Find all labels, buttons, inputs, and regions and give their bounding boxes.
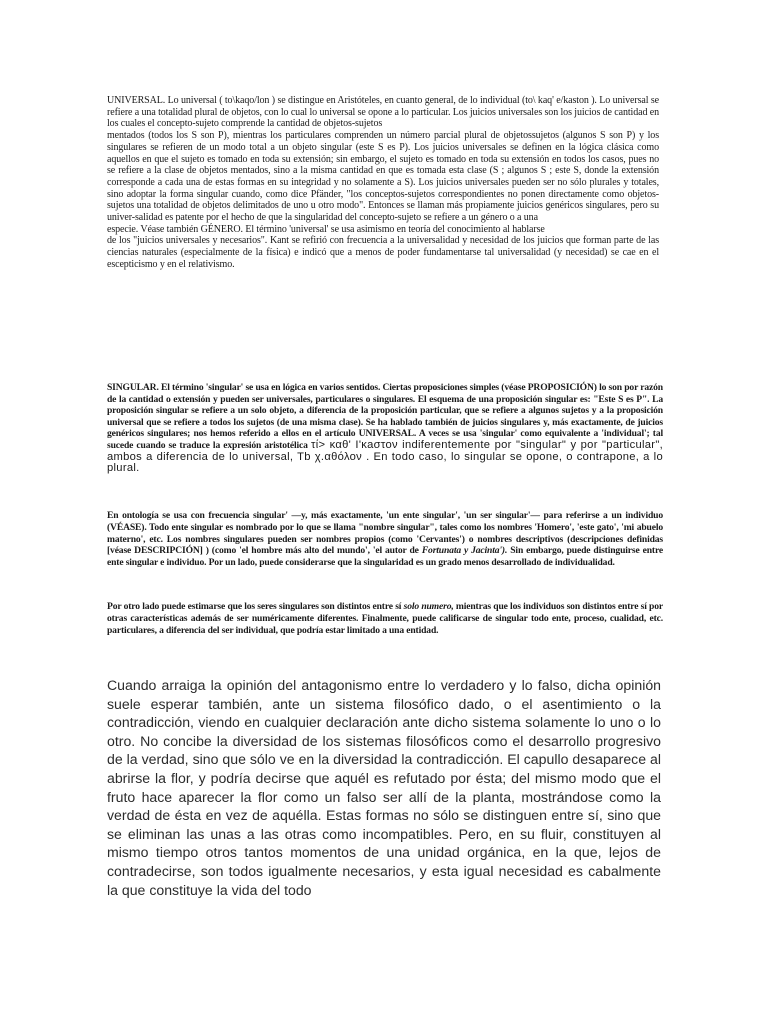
universal-paragraph-3 xyxy=(107,224,659,236)
capullo-paragraph xyxy=(107,676,661,899)
universal-text-4: de los "juicios universales y necesarios". Kant se refirió con frecuencia a la universalidad y necesidad de los juicios que forman parte de las ciencias naturales (especialmente de la física) e indicó que a menos de poder fundamentarse tal universalidad (y necesidad) se cae en el escepticismo y en el relativismo. xyxy=(107,235,659,270)
otro-lado-italic: solo numero, xyxy=(403,601,454,612)
universal-paragraph-4 xyxy=(107,235,659,270)
ontologia-italic: Fortunata y Jacinta'). xyxy=(421,545,508,557)
ontologia-text-2: Sin embargo, puede distinguirse entre ente singular e individuo. Por un lado, puede considerarse que la singularidad es un grado menos desarrollado de individualidad. xyxy=(107,545,663,569)
universal-text-3: especie. Véase también GÉNERO. El término 'universal' se usa asimismo en teoría del conocimiento al hablarse xyxy=(107,223,545,235)
singular-entry xyxy=(107,382,663,475)
ontologia-paragraph xyxy=(107,510,663,569)
singular-text-greek: τί> καθ' I'κaστον indiferentemente por "singular" y por "particular", ambos a diferencia de lo universal, Tb χ.αθόλον . En todo caso, lo singular se opone, o contrapone, a lo plural. xyxy=(107,438,663,475)
universal-entry xyxy=(107,95,659,271)
capullo-text: Cuando arraiga la opinión del antagonismo entre lo verdadero y lo falso, dicha opinión suele esperar también, ante un sistema filosófico dado, o el asentimiento o la contradicción, viendo en cualquier declaración ante dicho sistema solamente lo uno o lo otro. No concibe la diversidad de los sistemas filosóficos como el desarrollo progresivo de la verdad, sino que sólo ve en la diversidad la contradicción. El capullo desaparece al abrirse la flor, y podría decirse que aquél es refutado por ésta; del mismo modo que el fruto hace aparecer la flor como un falso ser allí de la planta, mostrándose como la verdad de ésta en vez de aquélla. Estas formas no sólo se distinguen entre sí, sino que se eliminan las unas a las otras como incompatibles. Pero, en su fluir, constituyen al mismo tiempo otros tantos momentos de una unidad orgánica, en la que, lejos de contradecirse, son todos igualmente necesarios, y esta igual necesidad es cabalmente la que constituye la vida del todo xyxy=(107,677,661,898)
otro-lado-text-2: mientras que los individuos son distintos entre sí por otras características además de ser numéricamente diferentes. Finalmente, puede calificarse de singular todo ente, proceso, cualidad, etc. particulares, a diferencia del ser individual, que podría estar limitado a una entidad. xyxy=(107,601,663,636)
universal-heading: UNIVERSAL. xyxy=(107,95,166,106)
universal-paragraph-1 xyxy=(107,95,659,130)
universal-paragraph-2 xyxy=(107,130,659,224)
singular-text-1: El término 'singular' se usa en lógica en varios sentidos. Ciertas proposiciones simples (véase PROPOSICIÓN) lo son por razón de la cantidad o extensión y pueden ser universales, particulares o singulares. El esquema de una proposición singular es: "Este S es P". La proposición singular se refiere a un solo objeto, a diferencia de la proposición particular, que se refiere a algunos sujetos y a la proposición universal que se refiere a todos los sujetos (de una misma clase). Se ha hablado también de juicios singulares y, más exactamente, de juicios genéricos singulares; nos hemos referido a ellos en el artículo UNIVERSAL. A veces se usa 'singular' como equivalente a 'individual'; tal sucede cuando se traduce la expresión aristotélica xyxy=(107,382,663,451)
ontologia-text-1: En ontología se usa con frecuencia singular' —y, más exactamente, 'un ente singular', 'un ser singular'— para referirse a un individuo (VÉASE). Todo ente singular es nombrado por lo que se llama "nombre singular", tales como los nombres 'Homero', 'este gato', 'mi abuelo materno', etc. Los nombres singulares pueden ser nombres propios (como 'Cervantes') o nombres descriptivos (descripciones definidas [véase DESCRIPCIÓN] ) (como 'el hombre más alto del mundo', 'el autor de xyxy=(107,510,663,557)
universal-text-2: mentados (todos los S son P), mientras los particulares comprenden un número parcial plural de objetossujetos (algunos S son P) y los singulares se refieren de un modo total a un objeto singular (este S es P). Los juicios universales se definen en la lógica clásica como aquellos en que el sujeto es tomado en toda su extensión; sin embargo, el sujeto es tomado en toda su extensión en todos los casos, pues no se refiere a la clase de objetos mentados, sino a la misma cantidad en que es tomada esta clase (S ; algunos S ; este S, donde la extensión corresponde a cada una de estas formas en su integridad y no solamente a S). Los juicios universales pueden ser no sólo plurales y totales, sino adoptar la forma singular cuando, como dice Pfänder, "los conceptos-sujetos correspondientes no ponen directamente como objetos-sujetos una totalidad de objetos delimitados de uno u otro modo". Entonces se llaman más propiamente juicios genéricos singulares, pero su univer-salidad es patente por el hecho de que la singularidad del concepto-sujeto se refiere a un género o a una xyxy=(107,130,659,224)
otro-lado-text-1: Por otro lado puede estimarse que los seres singulares son distintos entre sí xyxy=(107,601,404,612)
otro-lado-paragraph xyxy=(107,601,663,636)
universal-text-1: Lo universal ( to\kaqo/lon ) se distingue en Aristóteles, en cuanto general, de lo individual (to\ kaq' e/kaston ). Lo universal se refiere a una totalidad plural de objetos, con lo cual lo universal se opone a lo particular. Los juicios universales son los juicios de cantidad en los cuales el concepto-sujeto comprende la cantidad de objetos-sujetos xyxy=(107,95,659,130)
singular-paragraph xyxy=(107,382,663,475)
singular-heading: SINGULAR. xyxy=(107,382,159,393)
